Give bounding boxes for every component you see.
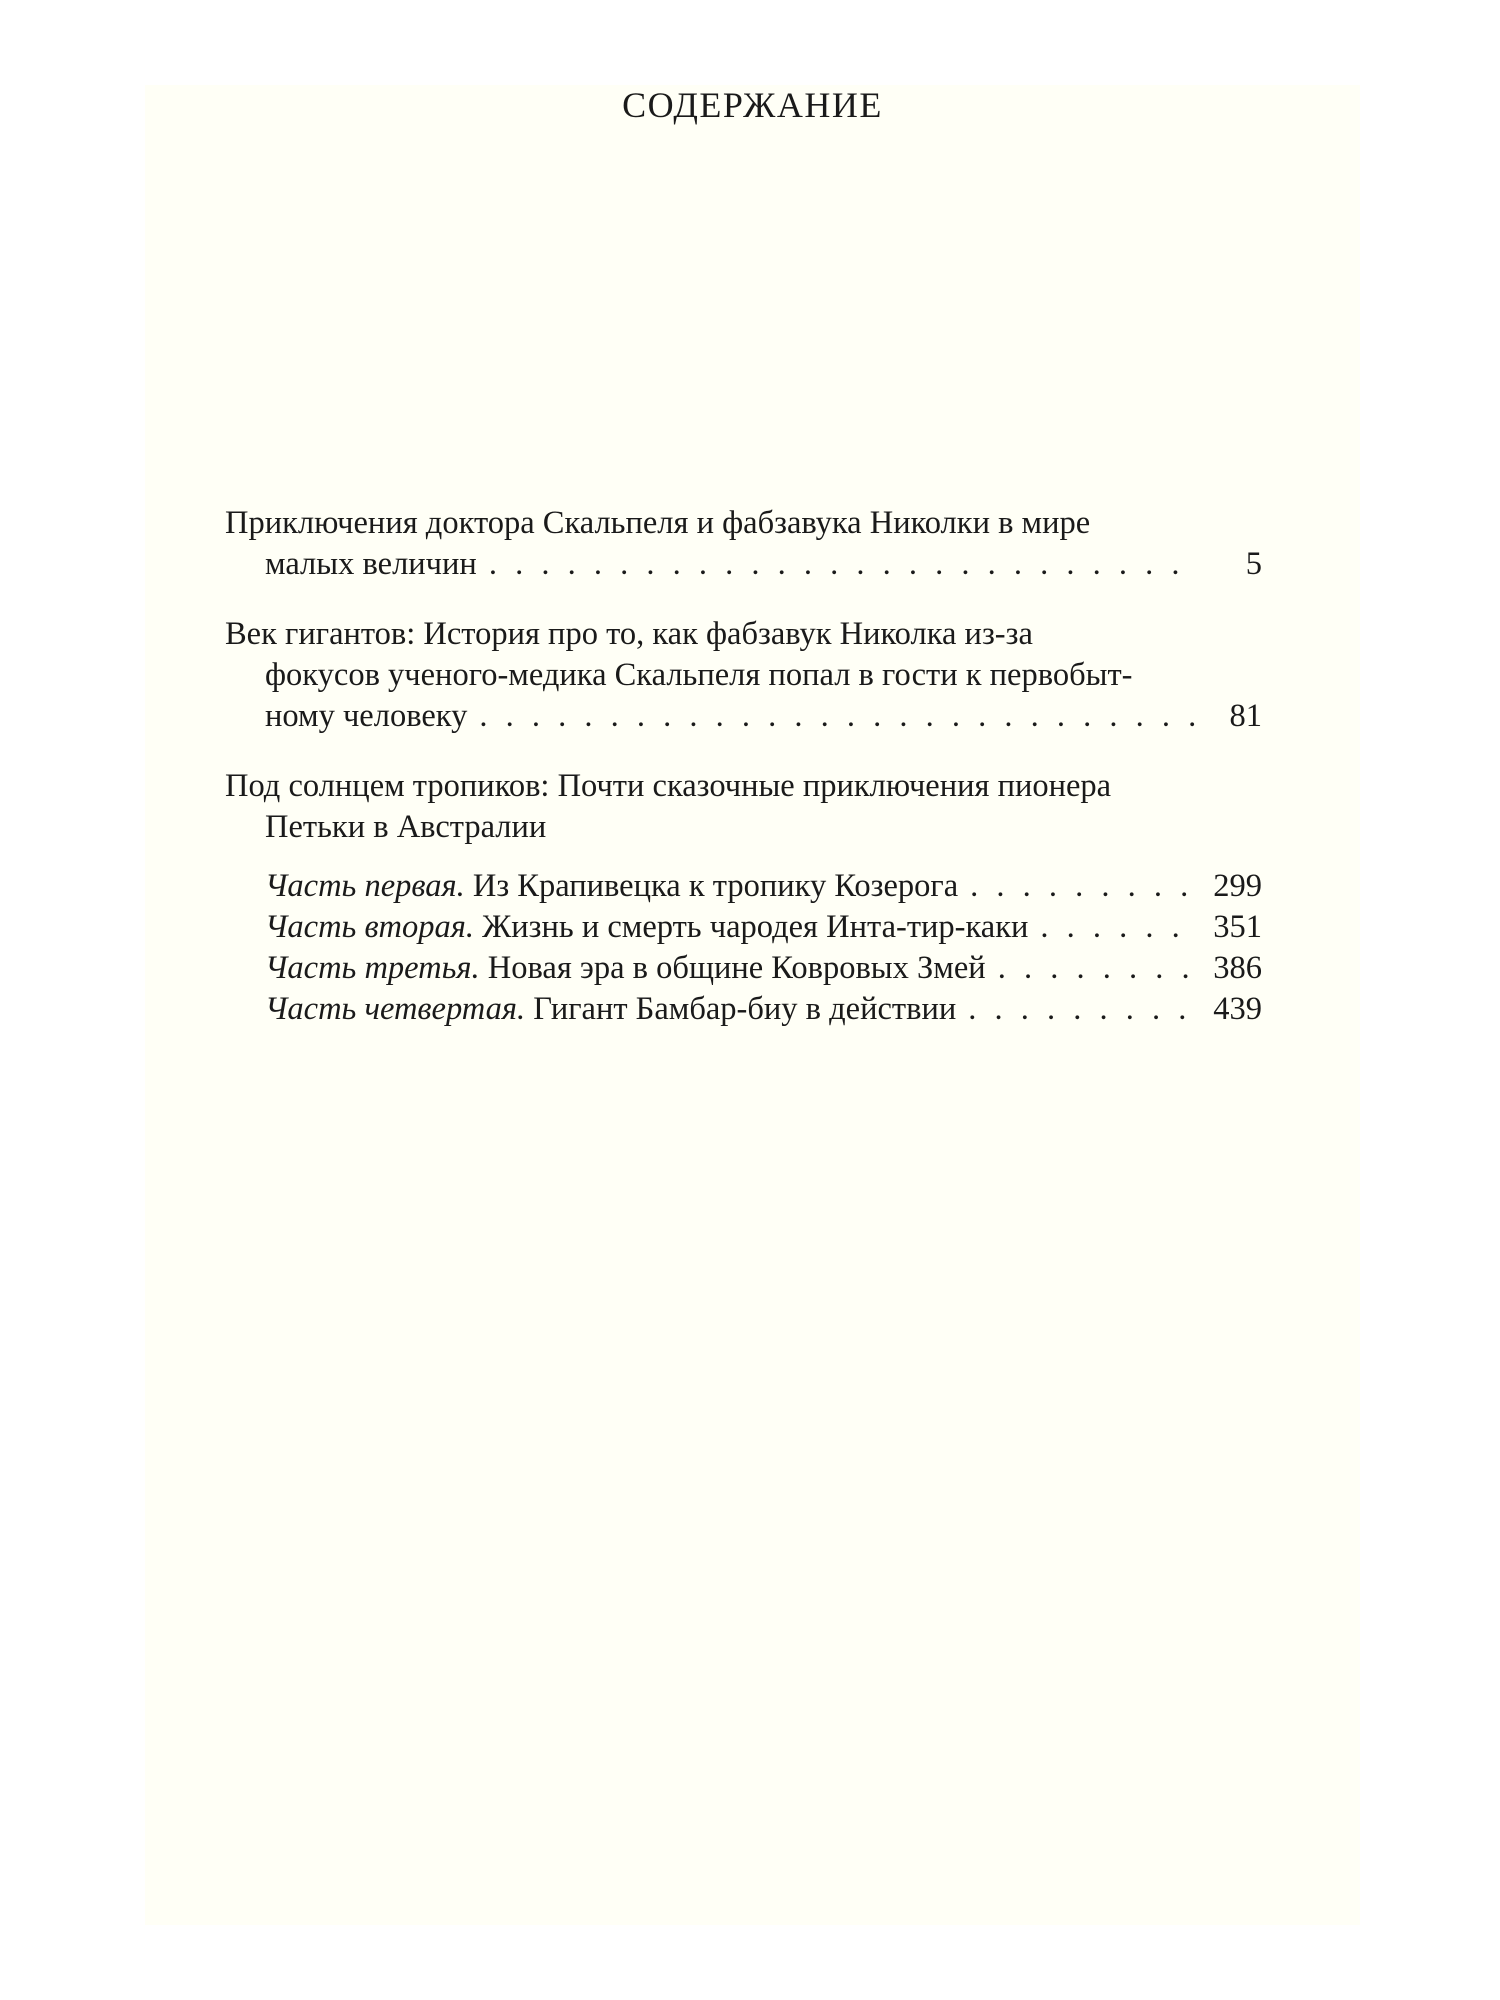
table-of-contents <box>225 503 1262 1059</box>
toc-part-4-title: Гигант Бамбар-биу в действии <box>533 991 957 1027</box>
toc-entry-2-title-continuation: фокусов ученого-медика Скальпеля попал в гости к первобыт- <box>265 657 1133 693</box>
dot-leader <box>489 544 1197 585</box>
book-page <box>145 85 1360 1925</box>
toc-part-1-page-number: 299 <box>1213 868 1262 904</box>
toc-entry-3-title-continuation: Петьки в Австралии <box>265 809 547 845</box>
toc-part-3 <box>225 948 1262 989</box>
toc-part-3-label: Часть третья. <box>265 950 480 986</box>
toc-entry-3-title-line: Под солнцем тропиков: Почти сказочные приключения пионера <box>225 768 1112 804</box>
dot-leader <box>998 948 1197 989</box>
toc-entry-1-title-line: Приключения доктора Скальпеля и фабзавука Николки в мире <box>225 505 1091 541</box>
toc-entry-1-title-end: малых величин <box>265 546 477 582</box>
toc-part-4-page-number: 439 <box>1213 991 1262 1027</box>
toc-part-1-title: Из Крапивецка к тропику Козерога <box>472 868 959 904</box>
toc-part-1 <box>225 866 1262 907</box>
toc-entry-2-page-number: 81 <box>1229 698 1262 734</box>
toc-entry-3-parts <box>225 866 1262 1030</box>
dot-leader <box>1040 907 1197 948</box>
toc-entry-2-title-line: Век гигантов: История про то, как фабзавук Николка из-за <box>225 616 1033 652</box>
toc-part-2-label: Часть вторая. <box>265 909 475 945</box>
toc-entry-2 <box>225 614 1262 737</box>
toc-entry-1-leader-line <box>225 544 1262 585</box>
toc-entry-1-page-number: 5 <box>1245 546 1262 582</box>
toc-part-4-label: Часть четвертая. <box>265 991 526 1027</box>
toc-entry-2-title-end: ному человеку <box>265 698 468 734</box>
dot-leader <box>968 989 1197 1030</box>
toc-part-2 <box>225 907 1262 948</box>
toc-entry-1 <box>225 503 1262 585</box>
page-title: СОДЕРЖАНИЕ <box>622 85 883 125</box>
toc-part-2-page-number: 351 <box>1213 909 1262 945</box>
toc-entry-2-leader-line <box>225 696 1262 737</box>
toc-part-1-label: Часть первая. <box>265 868 465 904</box>
dot-leader <box>479 696 1197 737</box>
toc-part-2-title: Жизнь и смерть чародея Инта-тир-каки <box>482 909 1029 945</box>
toc-entry-3 <box>225 766 1262 1030</box>
toc-part-4 <box>225 989 1262 1030</box>
toc-part-3-page-number: 386 <box>1213 950 1262 986</box>
dot-leader <box>970 866 1197 907</box>
toc-part-3-title: Новая эра в общине Ковровых Змей <box>487 950 986 986</box>
